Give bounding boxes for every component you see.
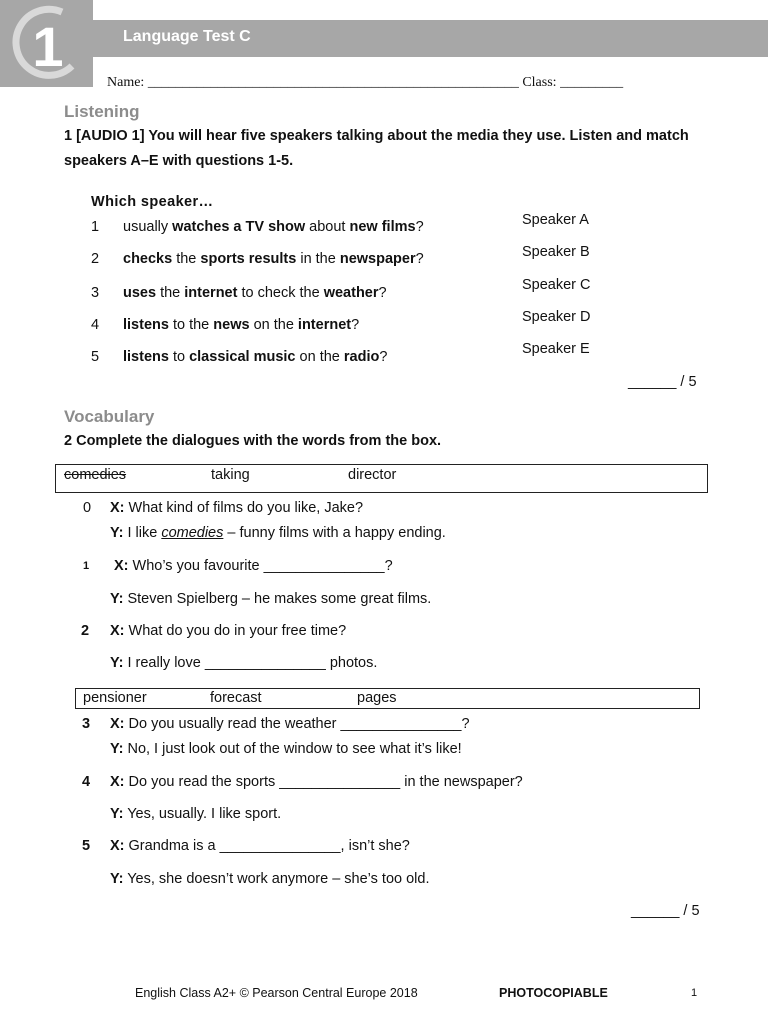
question-text (123, 219, 424, 235)
dialogue-y-post: – funny films with a happy ending. (223, 525, 446, 541)
question-text-part: ? (415, 219, 424, 235)
listening-score: ______ / 5 (628, 374, 697, 390)
dialogue-x-text[interactable]: Grandma is a _______________, isn’t she? (128, 838, 410, 854)
question-text (123, 317, 359, 333)
dialogue-x-line (110, 774, 523, 790)
footer-photocopiable: PHOTOCOPIABLE (499, 986, 608, 1000)
dialogue-number: 5 (82, 838, 91, 854)
question-text-part: classical music (189, 349, 296, 365)
question-text-part: the (172, 251, 201, 267)
dialogue-x-line (110, 716, 470, 732)
vocabulary-instruction: 2 Complete the dialogues with the words from the box. (64, 433, 442, 449)
test-title: Language Test C (123, 28, 251, 45)
dialogue-y-pre: I like (127, 525, 162, 541)
question-text-part: to the (168, 317, 214, 333)
question-text-part: weather (323, 285, 379, 301)
speaker-option: Speaker A (522, 212, 589, 228)
question-number: 4 (91, 317, 100, 333)
speaker-y-label: Y: (110, 741, 124, 757)
speaker-y-label: Y: (110, 806, 124, 822)
dialogue-x-text[interactable]: What do you do in your free time? (128, 623, 347, 639)
dialogue-y-text[interactable]: No, I just look out of the window to see what it’s like! (127, 741, 462, 757)
dialogue-y-line (110, 806, 281, 822)
dialogue-y-line (110, 741, 462, 757)
dialogue-x-line (110, 838, 410, 854)
dialogue-x-text: What kind of films do you like, Jake? (128, 500, 364, 516)
dialogue-y-line (110, 525, 446, 541)
question-number: 3 (91, 285, 100, 301)
name-label: Name: (107, 75, 145, 90)
class-label: Class: (522, 75, 557, 90)
question-text-part: on the (295, 349, 344, 365)
class-field[interactable]: _________ (560, 75, 624, 90)
listening-heading: Listening (64, 102, 140, 121)
dialogue-number: 2 (81, 623, 90, 639)
question-number: 2 (91, 251, 100, 267)
question-text-part: newspaper (339, 251, 416, 267)
dialogue-number: 1 (83, 560, 90, 572)
word-box-2 (75, 688, 700, 709)
word-box-item: forecast (210, 690, 262, 706)
name-field[interactable]: _____________________________________________________ (147, 75, 519, 90)
question-text (123, 349, 387, 365)
unit-number: 1 (32, 15, 64, 78)
question-text-part: to check the (237, 285, 324, 301)
speaker-y-label: Y: (110, 591, 124, 607)
speaker-x-label: X: (110, 838, 125, 854)
unit-number-graphic (0, 0, 93, 87)
dialogue-y-text[interactable]: I really love _______________ photos. (127, 655, 378, 671)
question-number: 1 (91, 219, 100, 235)
question-text (123, 251, 424, 267)
dialogue-x-line (110, 623, 346, 639)
question-text-part: ? (415, 251, 424, 267)
dialogue-y-line (110, 591, 431, 607)
dialogue-number: 4 (82, 774, 91, 790)
dialogue-y-text[interactable]: Yes, usually. I like sport. (127, 806, 282, 822)
vocabulary-score: ______ / 5 (631, 903, 700, 919)
speaker-option: Speaker E (522, 341, 590, 357)
question-text-part: ? (379, 349, 388, 365)
speaker-option: Speaker D (522, 309, 591, 325)
name-class-row (107, 75, 623, 91)
footer-copyright: English Class A2+ © Pearson Central Europe 2018 (135, 986, 418, 1000)
word-box-item: director (348, 467, 397, 483)
speaker-y-label: Y: (110, 655, 124, 671)
speaker-x-label: X: (110, 716, 125, 732)
question-text-part: usually (123, 219, 173, 235)
question-text-part: to (168, 349, 190, 365)
question-text-part: on the (249, 317, 298, 333)
word-box-item: pensioner (83, 690, 147, 706)
speaker-x-label: X: (114, 558, 129, 574)
page-number: 1 (691, 987, 698, 999)
question-text-part: radio (343, 349, 380, 365)
dialogue-x-text[interactable]: Who’s you favourite _______________? (132, 558, 393, 574)
dialogue-x-line (114, 558, 393, 574)
speaker-y-label: Y: (110, 525, 124, 541)
listening-instruction: 1 [AUDIO 1] You will hear five speakers talking about the media they use. Listen and match speakers A–E with questions 1-5. (64, 128, 689, 169)
dialogue-number: 3 (82, 716, 91, 732)
unit-badge (0, 0, 93, 87)
dialogue-x-line (110, 500, 363, 516)
question-text (123, 285, 387, 301)
example-answer: comedies (161, 525, 224, 541)
question-text-part: in the (296, 251, 340, 267)
question-text-part: ? (351, 317, 360, 333)
dialogue-x-text[interactable]: Do you read the sports _______________ in the newspaper? (128, 774, 523, 790)
dialogue-y-text[interactable]: Steven Spielberg – he makes some great films. (127, 591, 432, 607)
question-text-part: about (305, 219, 350, 235)
question-text-part: uses (123, 285, 157, 301)
question-text-part: ? (378, 285, 387, 301)
question-text-part: new films (349, 219, 416, 235)
speaker-y-label: Y: (110, 871, 124, 887)
question-text-part: news (213, 317, 250, 333)
dialogue-y-line (110, 871, 429, 887)
speaker-option: Speaker B (522, 244, 590, 260)
word-box-item: comedies (64, 467, 127, 483)
question-number: 5 (91, 349, 100, 365)
question-text-part: watches a TV show (172, 219, 306, 235)
question-text-part: listens (123, 349, 169, 365)
question-text-part: internet (297, 317, 352, 333)
dialogue-number: 0 (83, 500, 92, 516)
word-box-item: pages (357, 690, 397, 706)
question-text-part: listens (123, 317, 169, 333)
question-text-part: checks (123, 251, 173, 267)
question-text-part: internet (184, 285, 238, 301)
dialogue-x-text[interactable]: Do you usually read the weather _______________? (128, 716, 470, 732)
speaker-option: Speaker C (522, 277, 591, 293)
speaker-x-label: X: (110, 500, 125, 516)
dialogue-y-text[interactable]: Yes, she doesn’t work anymore – she’s too old. (127, 871, 430, 887)
which-speaker-prompt: Which speaker… (91, 194, 214, 210)
word-box-1 (55, 464, 708, 493)
speaker-x-label: X: (110, 623, 125, 639)
vocabulary-heading: Vocabulary (64, 407, 155, 426)
question-text-part: sports results (200, 251, 297, 267)
speaker-x-label: X: (110, 774, 125, 790)
dialogue-y-line (110, 655, 377, 671)
question-text-part: the (156, 285, 185, 301)
word-box-item: taking (211, 467, 250, 483)
